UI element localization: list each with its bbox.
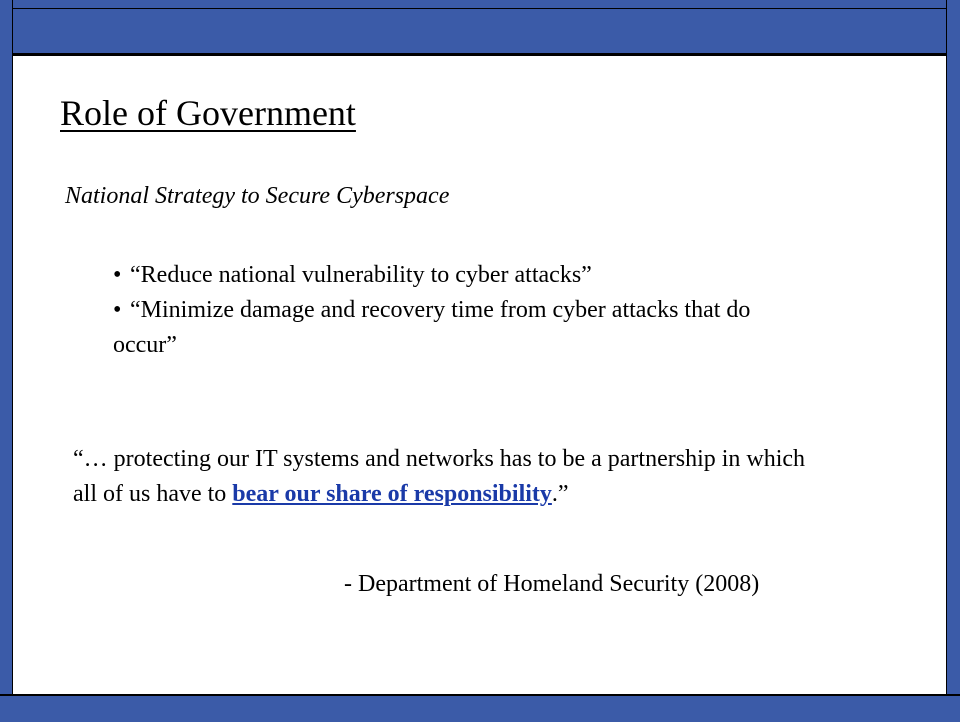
- slide-content: [13, 56, 945, 693]
- bullet-list: [113, 258, 813, 363]
- bullet-dot-icon: •: [113, 297, 122, 323]
- right-frame-bar: [946, 0, 960, 720]
- bullet-text: “Minimize damage and recovery time from cyber attacks that do occur”: [113, 297, 751, 358]
- bottom-frame-bar: [0, 694, 960, 722]
- quote-block: [73, 442, 833, 512]
- quote-suffix: .”: [551, 481, 569, 507]
- top-frame-bar: [0, 0, 960, 56]
- top-frame-inner: [12, 8, 948, 54]
- bullet-item: [113, 293, 813, 363]
- quote-attribution: - Department of Homeland Security (2008): [344, 571, 760, 597]
- bullet-text: “Reduce national vulnerability to cyber attacks”: [130, 262, 592, 288]
- quote-prefix: “… protecting our IT systems and networks has to be a partnership in which all of us have to: [73, 446, 806, 507]
- bullet-dot-icon: •: [113, 262, 122, 288]
- responsibility-link[interactable]: bear our share of responsibility: [232, 481, 552, 507]
- slide-subtitle: National Strategy to Secure Cyberspace: [65, 183, 450, 209]
- slide-title: Role of Government: [60, 93, 356, 133]
- bullet-item: [113, 258, 813, 293]
- left-frame-bar: [0, 0, 13, 720]
